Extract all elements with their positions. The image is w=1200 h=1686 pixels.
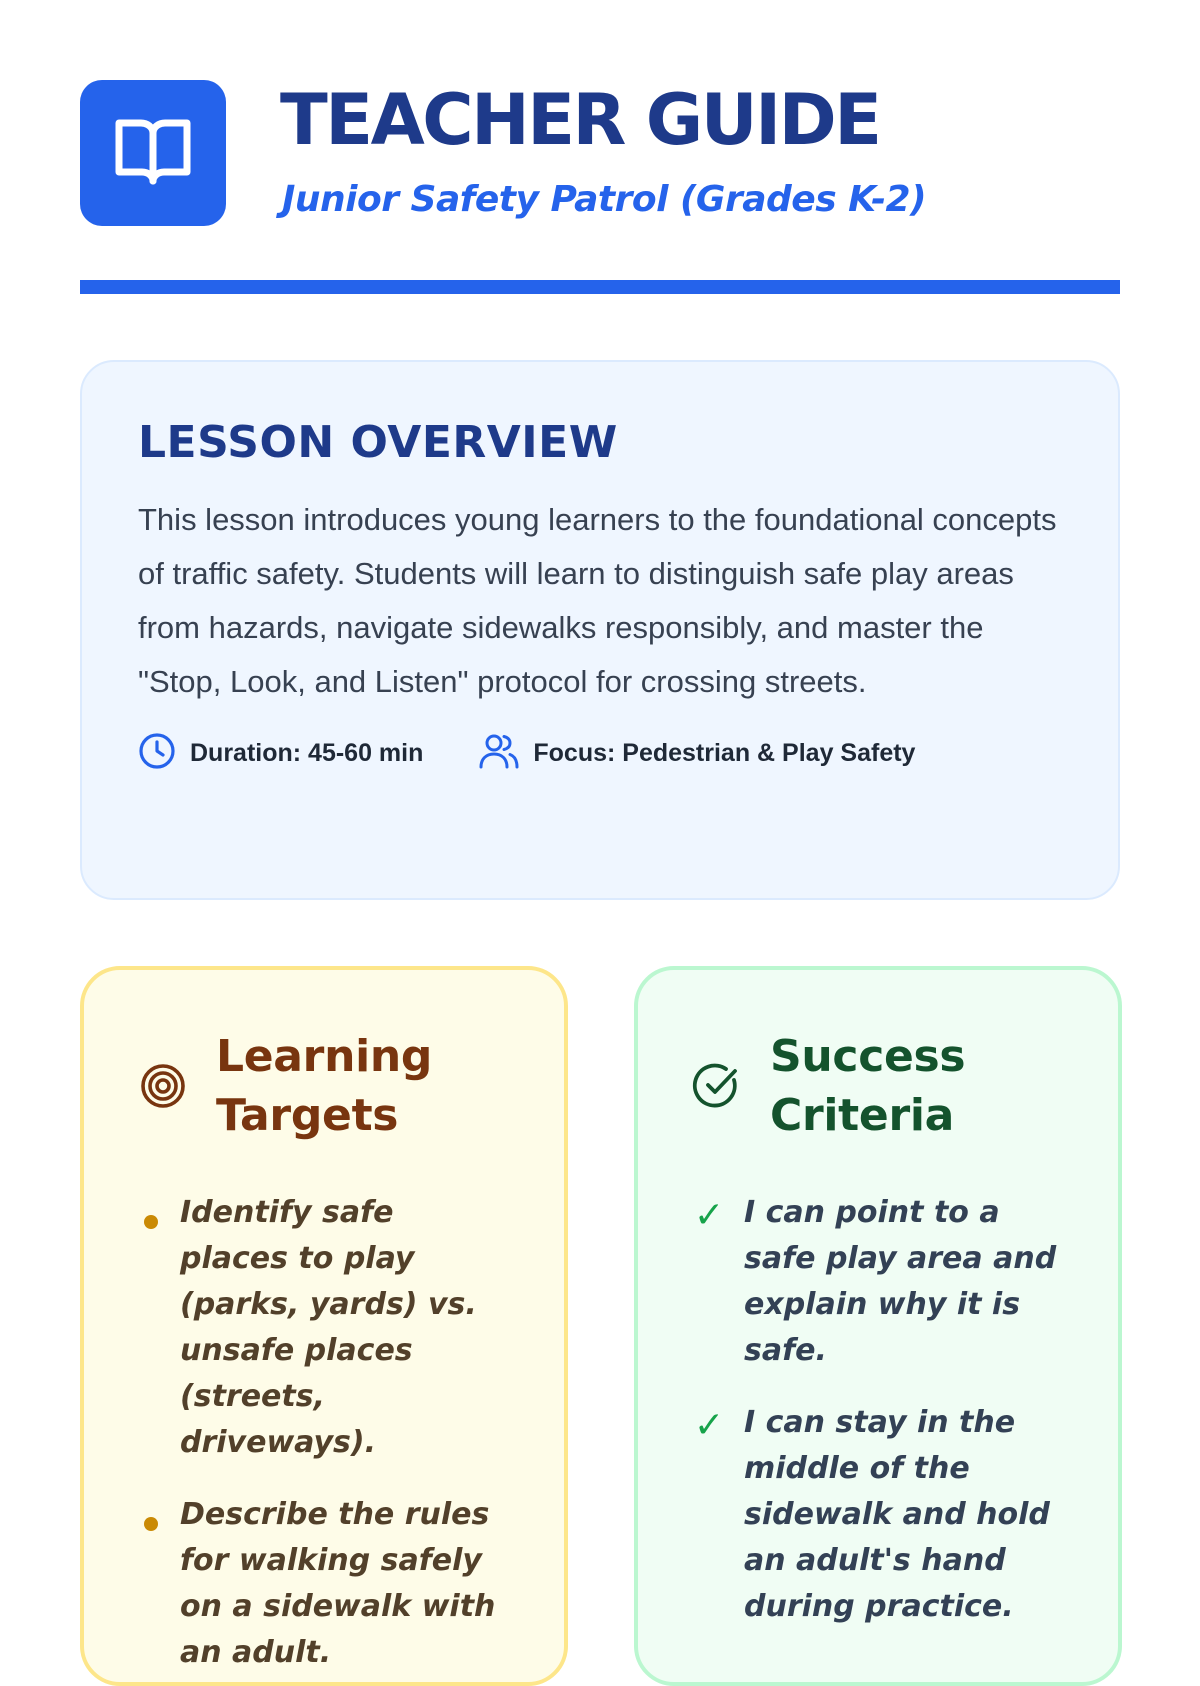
users-icon (479, 732, 519, 774)
success-criteria-list (694, 1190, 1074, 1630)
target-icon (140, 1063, 186, 1109)
list-item (694, 1190, 1074, 1374)
duration-text: Duration: 45-60 min (190, 738, 424, 767)
success-criteria-title-line2: Criteria (770, 1090, 955, 1141)
focus-text: Focus: Pedestrian & Play Safety (533, 738, 916, 767)
bullet-dot (140, 1492, 180, 1538)
success-criteria-title (770, 1027, 965, 1145)
bullet-dot (140, 1190, 180, 1236)
success-criteria-title-line1: Success (770, 1031, 966, 1082)
lesson-overview-card (80, 360, 1120, 900)
header-divider (80, 280, 1120, 294)
logo-badge (80, 80, 226, 226)
learning-targets-title (216, 1027, 432, 1145)
learning-targets-title-line1: Learning (216, 1031, 433, 1082)
check-circle-icon (694, 1063, 740, 1109)
list-item (694, 1400, 1074, 1630)
list-item (140, 1492, 520, 1676)
duration-meta (138, 732, 423, 774)
learning-targets-title-line2: Targets (216, 1090, 399, 1141)
overview-meta (138, 733, 1062, 773)
success-criteria-header (694, 1026, 1074, 1146)
learning-targets-list (140, 1190, 520, 1676)
check-mark-icon: ✓ (694, 1405, 725, 1446)
success-criterion-text: I can point to a safe play area and explain why it is safe. (744, 1195, 1057, 1368)
learning-targets-card (80, 966, 568, 1686)
learning-target-text: Describe the rules for walking safely on a sidewalk with an adult. (180, 1497, 496, 1670)
learning-targets-header (140, 1026, 520, 1146)
overview-body: This lesson introduces young learners to the foundational concepts of traffic safety. Students will learn to distinguish safe play areas from hazards, navigate sidewalks responsibly, and master the "Stop, Look, and Listen" protocol for crossing streets. (138, 502, 1057, 700)
success-criteria-card (634, 966, 1122, 1686)
page-subtitle: Junior Safety Patrol (Grades K-2) (282, 179, 927, 220)
open-book-icon (115, 115, 191, 191)
list-item (140, 1190, 520, 1466)
page-title: TEACHER GUIDE (280, 79, 880, 161)
success-criterion-text: I can stay in the middle of the sidewalk and hold an adult's hand during practice. (744, 1405, 1050, 1624)
learning-target-text: Identify safe places to play (parks, yards) vs. unsafe places (streets, driveways). (180, 1195, 477, 1460)
check-mark-icon: ✓ (694, 1195, 725, 1236)
clock-icon (138, 732, 176, 774)
focus-meta (479, 732, 915, 774)
overview-title: LESSON OVERVIEW (138, 417, 618, 468)
page-header (80, 80, 1120, 226)
